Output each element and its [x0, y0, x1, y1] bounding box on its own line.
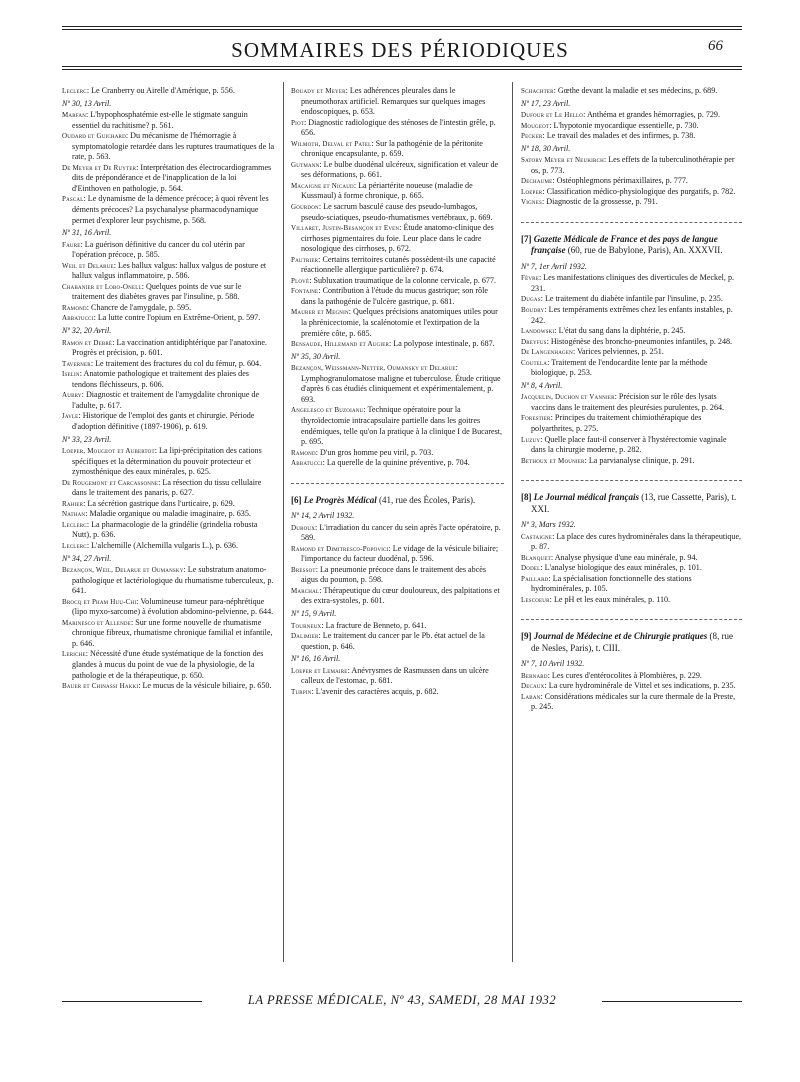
section-divider — [521, 480, 742, 481]
citation-title: : Certains territoires cutanés possèdent-ils une capacité réactionnelle allergique particulière? p. 674. — [301, 254, 496, 275]
citation-entry — [521, 681, 742, 692]
citation-entry — [521, 305, 742, 326]
citation-title: : Le travail des malades et des infirmes, p. 738. — [542, 131, 696, 141]
citation-entry — [291, 522, 504, 544]
citation-title: : D'un gros homme peu viril, p. 703. — [315, 447, 434, 457]
section-divider — [291, 483, 504, 484]
footer-text: LA PRESSE MÉDICALE, Nº 43, SAMEDI, 28 MAI 1932 — [247, 993, 557, 1007]
citation-entry — [521, 594, 742, 606]
citation-entry — [291, 543, 504, 565]
citation-title: : Le Cranberry ou Airelle d'Amérique, p. 556. — [86, 86, 235, 95]
citation-authors: Decaux — [521, 682, 545, 691]
citation-authors: Marinesco et Allende — [62, 618, 131, 627]
citation-title: : Le mucus de la vésicule biliaire, p. 650. — [138, 681, 272, 691]
top-rule-2 — [62, 29, 742, 30]
citation-entry — [62, 509, 275, 520]
citation-authors: Maurer et Megnin — [291, 308, 349, 317]
citation-authors: Dodel — [521, 564, 541, 573]
citation-authors: De Rougemont et Carcassonne — [62, 478, 159, 487]
citation-entry — [291, 458, 504, 469]
citation-entry — [62, 194, 275, 226]
citation-title: : Le bulbe duodénal ulcéreux, signification et valeur de ses déformations, p. 661. — [301, 159, 499, 180]
citation-authors: Nathan — [62, 510, 86, 519]
citation-entry — [62, 390, 275, 411]
citation-title: : Thérapeutique du cœur douloureux, des palpitations et des extra-systoles, p. 601. — [301, 585, 500, 606]
citation-authors: Pecker — [521, 132, 543, 141]
citation-entry — [62, 358, 275, 370]
citation-title: : Histogénèse des broncho-pneumonies infantiles, p. 248. — [546, 336, 733, 346]
citation-authors: Wilmoth, Delval et Patel — [291, 139, 372, 148]
citation-title: : Précision sur le rôle des lysats vaccins dans le traitement des pleurésies purulentes, p. 264. — [531, 392, 725, 412]
top-rule-1 — [62, 26, 742, 27]
journal-number: [8] — [521, 492, 532, 503]
citation-authors: Bouady et Meyer — [291, 87, 346, 95]
citation-authors: Bauer et Chinassi Hakki — [62, 682, 139, 691]
citation-title: : La pneumonie précoce dans le traitement des abcès aigus du poumon, p. 598. — [301, 564, 487, 585]
citation-title: : La pharmacologie de la grindélie (grindelia robusta Nutt), p. 636. — [72, 519, 258, 540]
citation-title: : La fracture de Benneto, p. 641. — [321, 620, 427, 630]
citation-title: : Traitement de l'endocardite lente par la méthode biologique, p. 253. — [531, 357, 708, 378]
citation-entry — [62, 302, 275, 314]
citation-title: : Les adhérences pleurales dans le pneumothorax artificiel. Remarques sur quelques images endoscopiques, p. 653. — [301, 86, 486, 117]
citation-title: : Gœthe devant la maladie et ses médecins, p. 689. — [553, 86, 718, 95]
issue-heading: Nº 31, 16 Avril. — [62, 228, 112, 238]
citation-authors: Marchal — [291, 586, 320, 595]
column-2 — [291, 86, 504, 697]
citation-entry — [291, 275, 504, 287]
citation-entry — [62, 239, 275, 261]
issue-heading: Nº 30, 13 Avril. — [62, 98, 112, 108]
citation-title: : Analyse physique d'une eau minérale, p. 94. — [550, 552, 698, 562]
issue-heading: Nº 7, 1er Avril 1932. — [521, 261, 587, 271]
citation-title: : La polypose intestinale, p. 687. — [389, 339, 495, 349]
citation-authors: Gutmann — [291, 160, 320, 169]
citation-authors: Laban — [521, 692, 541, 701]
citation-title: : Anévrysmes de Rasmussen dans un ulcère calleux de l'estomac, p. 681. — [301, 665, 489, 686]
citation-entry — [291, 159, 504, 181]
citation-entry — [291, 363, 504, 405]
column-3 — [521, 86, 742, 713]
citation-authors: Bressot — [291, 565, 316, 574]
citation-entry — [62, 313, 275, 324]
citation-authors: Dufour et Le Hello — [521, 111, 584, 120]
citation-authors: Jacquelin, Duchon et Vannier — [521, 393, 615, 402]
issue-heading: Nº 15, 9 Avril. — [291, 609, 337, 619]
citation-authors: Dalimier — [291, 632, 319, 641]
citation-authors: De Langenhagen — [521, 348, 573, 357]
citation-authors: Bethoux et Mounier — [521, 456, 585, 465]
issue-heading: Nº 18, 30 Avril. — [521, 143, 571, 153]
citation-authors: Angelesco et Buzoianu — [291, 406, 364, 415]
column-separator — [512, 82, 513, 962]
citation-entry — [521, 434, 742, 456]
citation-authors: Blanquet — [521, 553, 551, 562]
citation-entry — [62, 260, 275, 282]
citation-title: : La spécialisation fonctionnelle des stations hydrominérales, p. 105. — [531, 573, 692, 594]
citation-title: : L'alchemille (Alchemilla vulgaris L.), p. 636. — [86, 540, 238, 550]
citation-entry — [291, 138, 504, 160]
journal-address: (8, rue de Nesles, Paris), t. CIII. — [531, 631, 734, 653]
citation-title: : L'analyse biologique des eaux minérales, p. 101. — [540, 563, 702, 573]
citation-authors: Rahier — [62, 499, 84, 508]
citation-entry — [62, 565, 275, 597]
citation-authors: Dreyfus — [521, 337, 547, 346]
citation-entry — [62, 110, 275, 131]
citation-title: : Subluxation traumatique de la colonne cervicale, p. 677. — [309, 275, 497, 285]
citation-title: : L'hypophosphatémie est-elle le stigmate sanguin essentiel du rachitisme? p. 561. — [72, 110, 248, 130]
citation-title: : La parvianalyse clinique, p. 291. — [584, 455, 695, 465]
citation-entry — [291, 585, 504, 607]
citation-authors: Aubry — [62, 391, 82, 400]
citation-authors: Loeper, Mougeot et Aubertot — [62, 447, 155, 456]
citation-authors: Vignes — [521, 198, 542, 207]
section-divider — [521, 222, 742, 223]
citation-title: : La lipi-précipitation des cations spécifiques et la détermination du pouvoir protecteur et zymosthénique des eaux minérales, p. 625. — [72, 446, 262, 477]
citation-authors: Tourneux — [291, 621, 322, 630]
citation-title: : Le traitement du cancer par le Pb. état actuel de la question, p. 646. — [301, 631, 485, 651]
citation-authors: Piot — [291, 118, 305, 127]
citation-authors: Pascal — [62, 195, 84, 204]
citation-entry — [291, 254, 504, 276]
citation-title: : Le sacrum basculé cause des pseudo-lumbagos, pseudo-sciatiques, pseudo-rhumatismes vertébraux, p. 669. — [301, 202, 493, 222]
citation-title: : Anatomie pathologique et traitement des plaies des tendons fléchisseurs, p. 606. — [72, 369, 249, 389]
citation-authors: Castaigne — [521, 532, 553, 541]
citation-authors: Paillard — [521, 574, 549, 583]
issue-heading: Nº 14, 2 Avril 1932. — [291, 511, 355, 521]
citation-title: : Considérations médicales sur la cure thermale de la Preste, p. 245. — [531, 691, 736, 712]
citation-authors: Leclerc — [62, 520, 87, 529]
citation-entry — [521, 552, 742, 564]
citation-authors: Javle — [62, 412, 79, 421]
citation-title: : L'irradiation du cancer du sein après l'acte opératoire, p. 589. — [301, 522, 501, 543]
citation-entry — [291, 86, 504, 118]
header-rule-2 — [62, 69, 742, 70]
citation-authors: Villaret, Justin-Besançon et Even — [291, 224, 400, 233]
citation-title: : La résection du tissu cellulaire dans le traitement des panaris, p. 627. — [72, 477, 262, 498]
citation-entry — [521, 392, 742, 413]
citation-entry — [62, 681, 275, 692]
citation-title: : Le dynamisme de la démence précoce; à quoi rêvent les déments précoces? La psychanalyse pharmacodynamique permet d'explorer leur psychisme, p. 568. — [72, 194, 269, 225]
citation-entry — [291, 339, 504, 350]
citation-entry — [291, 405, 504, 447]
journal-number: [6] — [291, 494, 302, 505]
citation-authors: Marfan — [62, 111, 87, 120]
citation-entry — [521, 336, 742, 348]
citation-title: : Sur une forme nouvelle de rhumatisme chronique fibreux, rhumatisme chronique familial et infantile, p. 646. — [72, 617, 273, 648]
citation-authors: Faure — [62, 240, 81, 249]
issue-heading: Nº 35, 30 Avril. — [291, 351, 341, 361]
citation-title: : Diagnostic et traitement de l'amygdalite chronique de l'adulte, p. 617. — [72, 390, 260, 410]
citation-authors: Abbatucci — [291, 459, 323, 468]
citation-title: : Principes du traitement chimiothérapique des polyarthrites, p. 275. — [531, 413, 702, 434]
citation-authors: Brocq et Pham Huu-Chi — [62, 597, 137, 606]
citation-title: : Le traitement du diabète infantile par l'insuline, p. 235. — [540, 294, 723, 304]
journal-heading — [521, 492, 742, 515]
citation-authors: Fèvre — [521, 274, 539, 283]
citation-entry — [521, 197, 742, 208]
citation-entry — [521, 691, 742, 713]
page-number: 66 — [708, 38, 723, 54]
citation-title: : Technique opératoire pour la thyroïdectomie intracapsulaire partielle dans les goitres endémiques, telle qu'on la pratique à la clinique I de Bucarest, p. 695. — [301, 405, 503, 447]
section-divider — [521, 619, 742, 620]
citation-entry — [62, 649, 275, 681]
citation-entry — [521, 186, 742, 198]
citation-title: : Les hallux valgus: hallux valgus de posture et hallux valgus inflammatoire, p. 586. — [72, 260, 267, 281]
citation-authors: Fontaine — [291, 287, 319, 296]
citation-authors: Bezançon, Weissmann-Netter, Oumansky et Delarue — [291, 364, 456, 373]
issue-heading: Nº 17, 23 Avril. — [521, 98, 571, 108]
citation-authors: Lescoeur — [521, 595, 550, 604]
citation-entry — [291, 665, 504, 687]
citation-entry — [62, 446, 275, 478]
page-title: SOMMAIRES DES PÉRIODIQUES — [231, 38, 569, 62]
citation-entry — [521, 531, 742, 553]
journal-address: (13, rue Cassette, Paris), t. XXI. — [531, 492, 737, 514]
citation-title: : Diagnostic de la grossesse, p. 791. — [541, 197, 658, 207]
citation-entry — [521, 176, 742, 187]
citation-authors: De Meyer et De Ruyter — [62, 163, 137, 172]
citation-authors: Pautrier — [291, 255, 319, 264]
citation-title: : La lutte contre l'opium en Extrême-Orient, p. 597. — [93, 313, 261, 323]
citation-entry — [62, 131, 275, 163]
column-1 — [62, 86, 275, 692]
citation-title: : Le pH et les eaux minérales, p. 110. — [549, 594, 671, 604]
issue-heading: Nº 33, 23 Avril. — [62, 434, 112, 444]
citation-entry — [62, 369, 275, 390]
journal-heading — [521, 631, 742, 654]
citation-entry — [291, 447, 504, 459]
citation-entry — [62, 596, 275, 618]
citation-title: : Le substratum anatomo-pathologique et lactériologique du rhumatisme tuberculeux, p. 641. — [72, 565, 274, 596]
citation-title: : Lymphogranulomatose maligne et tuberculose. Étude critique d'après 6 cas étudiés cliniquement et expérimentalement, p. 693. — [301, 363, 501, 404]
citation-title: : Le vidage de la vésicule biliaire; l'importance du facteur duodénal, p. 596. — [301, 543, 499, 564]
journal-name: Journal de Médecine et de Chirurgie pratiques — [533, 631, 708, 642]
citation-entry — [291, 180, 504, 202]
citation-authors: Bezançon, Weil, Delarue et Oumansky — [62, 566, 184, 575]
journal-address: (41, rue des Écoles, Paris). — [376, 494, 476, 505]
citation-entry — [62, 519, 275, 541]
citation-entry — [521, 573, 742, 595]
citation-authors: Ramond — [62, 303, 87, 312]
citation-authors: Coutela — [521, 358, 548, 367]
citation-title: : La vaccination antidiphtérique par l'anatoxine. Progrès et précision, p. 601. — [72, 337, 267, 358]
citation-authors: Plové — [291, 276, 310, 285]
citation-title: : Volumineuse tumeur para-néphrétique (lipo myxo-sarcome) à évolution abdomino-pelvienne, p. 644. — [72, 596, 274, 617]
issue-heading: Nº 8, 4 Avril. — [521, 380, 563, 390]
citation-authors: Leclerc — [62, 541, 87, 550]
citation-title: : L'hypotonie myocardique essentielle, p. 730. — [549, 120, 699, 130]
citation-entry — [62, 162, 275, 195]
issue-heading: Nº 3, Mars 1932. — [521, 520, 576, 530]
citation-title: : Varices pelviennes, p. 251. — [572, 347, 664, 357]
citation-authors: Turpin — [291, 687, 312, 696]
citation-title: : Le traitement des fractures du col du fémur, p. 604. — [90, 358, 262, 368]
citation-entry — [291, 686, 504, 698]
citation-entry — [62, 498, 275, 510]
citation-entry — [521, 455, 742, 467]
citation-title: : Historique de l'emploi des gants et chirurgie. Période d'adoption définitive (1897-1906), p. 619. — [72, 411, 255, 431]
citation-authors: Landowski — [521, 327, 555, 336]
citation-title: : Les cures d'entérocolites à Plombières, p. 229. — [547, 670, 702, 680]
citation-authors: Weil et Delarue — [62, 261, 114, 270]
citation-authors: Taverner — [62, 359, 91, 368]
citation-entry — [521, 273, 742, 294]
citation-authors: Leriche — [62, 650, 86, 659]
citation-authors: Chabanier et Lobo-Onell — [62, 282, 142, 291]
citation-entry — [521, 670, 742, 682]
citation-entry — [521, 347, 742, 358]
issue-heading: Nº 34, 27 Avril. — [62, 553, 112, 563]
citation-authors: Bernard — [521, 671, 548, 680]
citation-authors: Dechaume — [521, 177, 553, 186]
citation-authors: Luzuy — [521, 435, 541, 444]
citation-title: : La sécrétion gastrique dans l'urticaire, p. 629. — [83, 498, 235, 508]
citation-title: : Sur la pathogénie de la péritonite chronique encapsulante, p. 659. — [301, 138, 483, 159]
journal-number: [9] — [521, 631, 532, 642]
citation-title: : Les effets de la tuberculinothérapie per os, p. 773. — [531, 155, 735, 175]
journal-address: (60, rue de Babylone, Paris), An. XXXVII. — [565, 245, 723, 256]
citation-title: : L'avenir des caractères acquis, p. 682. — [311, 686, 439, 696]
citation-authors: Loeper — [521, 187, 543, 196]
citation-title: : Les manifestations cliniques des diverticules de Meckel, p. 231. — [531, 273, 735, 293]
citation-title: : L'état du sang dans la diphtérie, p. 245. — [554, 326, 686, 336]
journal-name: Gazette Médicale de France et des pays de langue française — [531, 234, 718, 256]
issue-heading: Nº 16, 16 Avril. — [291, 654, 341, 664]
citation-authors: Schachter — [521, 87, 554, 95]
journal-heading — [291, 495, 504, 506]
citation-authors: Gourdon — [291, 203, 319, 212]
citation-entry — [291, 631, 504, 652]
citation-authors: Duroux — [291, 523, 316, 532]
citation-title: : Étude anatomo-clinique des cirrhoses pigmentaires du foie. Leur place dans le cadre nosologique des cirrhoses, p. 672. — [301, 223, 494, 254]
citation-entry — [291, 117, 504, 139]
citation-authors: Boudry — [521, 306, 545, 315]
citation-title: : Quelques points de vue sur le traitement des diabètes graves par l'insuline, p. 588. — [72, 281, 242, 302]
citation-authors: Macaigne et Nicaud — [291, 181, 354, 190]
citation-title: : Ostéophlegmons périmaxillaires, p. 777. — [552, 176, 688, 186]
citation-entry — [62, 86, 275, 97]
citation-entry — [521, 563, 742, 574]
issue-heading: Nº 32, 20 Avril. — [62, 326, 112, 336]
citation-title: : La place des cures hydrominérales dans la thérapeutique, p. 87. — [531, 531, 742, 552]
citation-authors: Iselin — [62, 370, 80, 379]
citation-entry — [62, 540, 275, 552]
citation-authors: Abbatucci — [62, 314, 94, 323]
citation-title: : Les tempéraments extrêmes chez les enfants instables, p. 242. — [531, 305, 733, 325]
citation-authors: Loeper et Lemaire — [291, 666, 348, 675]
citation-title: : Anthéma et grandes hémorragies, p. 729. — [583, 110, 721, 120]
citation-authors: Bensaude, Hillemand et Augier — [291, 340, 390, 349]
citation-entry — [521, 155, 742, 176]
citation-entry — [521, 120, 742, 132]
citation-authors: Satory Meyer et Neukirch — [521, 156, 604, 165]
journal-heading — [521, 234, 742, 257]
citation-entry — [291, 307, 504, 339]
citation-authors: Forestier — [521, 414, 551, 423]
citation-entry — [521, 294, 742, 305]
citation-title: : La périartérite noueuse (maladie de Kussmaul) à forme chronique, p. 665. — [301, 180, 473, 201]
citation-entry — [521, 131, 742, 142]
citation-entry — [62, 411, 275, 432]
header-rule — [62, 66, 742, 67]
citation-title: : Classification médico-physiologique des purgatifs, p. 782. — [542, 186, 736, 196]
citation-authors: Ramond et Dimitresco-Popovici — [291, 544, 389, 553]
citation-authors: Leclerc — [62, 87, 87, 95]
citation-entry — [62, 337, 275, 359]
issue-heading: Nº 7, 10 Avril 1932. — [521, 659, 585, 669]
citation-entry — [521, 326, 742, 337]
citation-authors: Mougeot — [521, 121, 550, 130]
citation-title: : La cure hydrominérale de Vittel et ses indications, p. 235. — [544, 681, 736, 691]
journal-number: [7] — [521, 234, 532, 245]
citation-entry — [521, 357, 742, 379]
citation-authors: Oudard et Guichard — [62, 132, 126, 141]
citation-title: : La querelle de la quinine préventive, p. 704. — [322, 458, 470, 468]
citation-authors: Ramond — [291, 448, 316, 457]
citation-title: : Nécessité d'une étude systématique de la fonction des glandes à mucus du point de vue de la physiologie, de la pathologie et de la thérapeutique, p. 650. — [72, 649, 264, 680]
citation-entry — [62, 477, 275, 499]
citation-entry — [291, 223, 504, 255]
citation-authors: Dugas — [521, 295, 541, 304]
citation-title: : Chancre de l'amygdale, p. 595. — [86, 302, 192, 312]
citation-entry — [291, 202, 504, 223]
citation-title: : Maladie organique ou maladie imaginaire, p. 635. — [85, 509, 251, 519]
citation-entry — [521, 110, 742, 121]
journal-name: Le Progrès Médical — [303, 494, 377, 505]
journal-name: Le Journal médical français — [533, 492, 639, 503]
citation-entry — [291, 286, 504, 307]
citation-title: : Quelques précisions anatomiques utiles pour la phrénicectomie, la scalénotomie et l'extirpation de la première côte, p. 685. — [301, 307, 498, 338]
citation-entry — [291, 564, 504, 586]
citation-entry — [62, 617, 275, 650]
column-separator — [283, 82, 284, 962]
citation-title: : Du mécanisme de l'hémorragie à symptomatologie retardée dans les ruptures traumatiques de la rate, p. 563. — [72, 131, 275, 162]
citation-title: : La guérison définitive du cancer du col utérin par l'opération précoce, p. 585. — [72, 239, 245, 260]
citation-entry — [62, 281, 275, 303]
citation-authors: Ramon et Debré — [62, 338, 113, 347]
citation-title: : Interprétation des électrocardiogrammes dits de prépondérance et de l'inapplication de la loi d'Einthoven en pathologie, p. 564. — [72, 162, 272, 193]
citation-title: : Quelle place faut-il conserver à l'hystérectomie vaginale dans la chirurgie moderne, p. 282. — [531, 434, 727, 455]
citation-title: : Contribution à l'étude du mucus gastrique; son rôle dans la pathogénie de l'ulcère gastrique, p. 681. — [301, 286, 488, 306]
citation-entry — [291, 620, 504, 632]
citation-entry — [521, 413, 742, 434]
citation-entry — [521, 86, 742, 97]
citation-title: : Diagnostic radiologique des sténoses de l'intestin grêle, p. 656. — [301, 117, 496, 138]
